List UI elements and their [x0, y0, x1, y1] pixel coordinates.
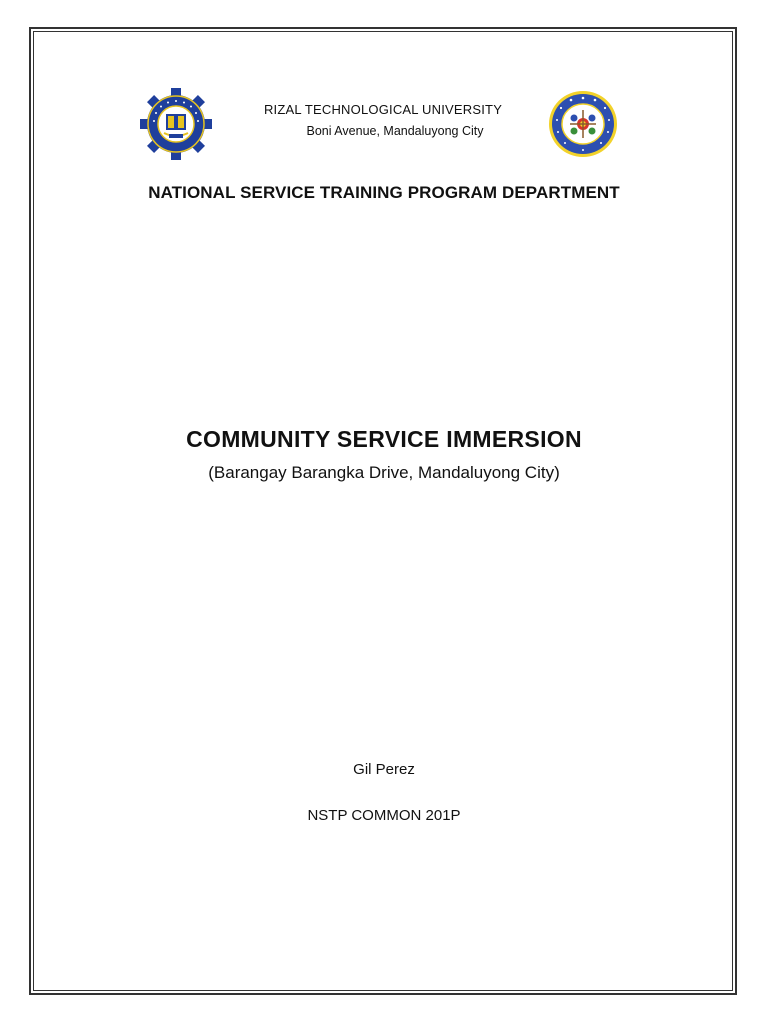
course-code: NSTP COMMON 201P — [307, 807, 461, 824]
department-name: NATIONAL SERVICE TRAINING PROGRAM DEPARTMENT — [148, 183, 620, 202]
university-address-text: Boni Avenue, Mandaluyong City — [306, 124, 484, 138]
university-name — [0, 102, 768, 117]
page-border-inner — [33, 31, 733, 991]
document-subtitle: (Barangay Barangka Drive, Mandaluyong City) — [208, 463, 560, 482]
document-title: COMMUNITY SERVICE IMMERSION — [186, 426, 582, 452]
author-name: Gil Perez — [353, 761, 415, 778]
university-name-text: RIZAL TECHNOLOGICAL UNIVERSITY — [263, 102, 503, 117]
university-address — [0, 124, 768, 138]
